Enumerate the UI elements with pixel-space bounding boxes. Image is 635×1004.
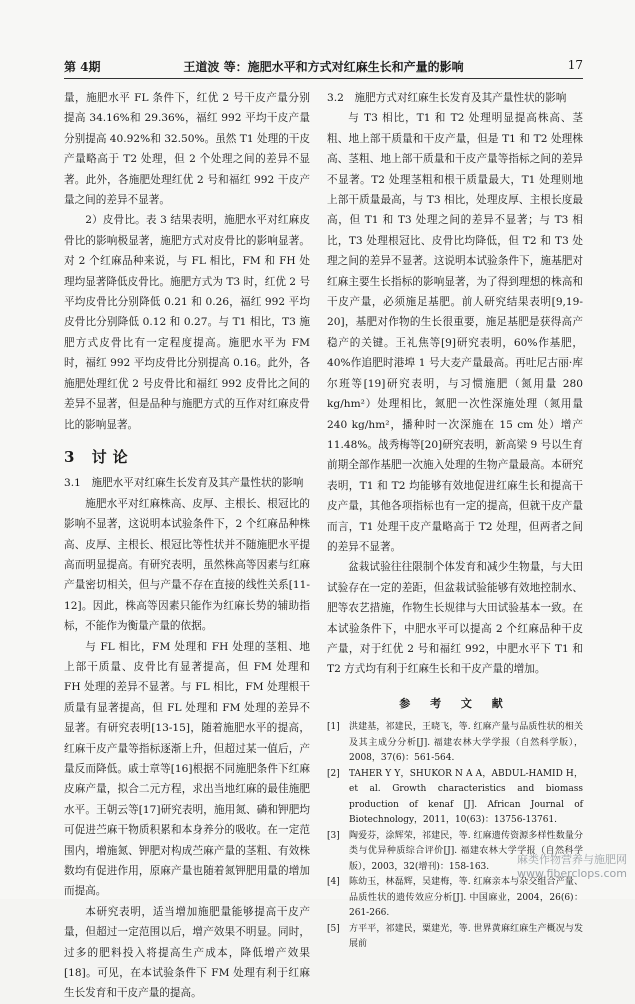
reference-number: [5]: [327, 923, 340, 934]
reference-item: [327, 720, 583, 767]
reference-text: 陶爱芬，涂辉荣，祁建民，等. 红麻遗传资源多样性数量分类与优异种质综合评价[J]. 福建农林大学学报（自然科学版），2003，32(增刊)：158-163.: [349, 830, 583, 872]
reference-text: 方平平，祁建民，粟建光，等. 世界黄麻红麻生产概况与发展前: [349, 923, 583, 950]
reference-list: [327, 720, 583, 953]
reference-item: [327, 767, 583, 829]
running-title: 王道波 等：施肥水平和方式对红麻生长和产量的影响: [183, 60, 464, 74]
paragraph: 与 FL 相比，FM 处理和 FH 处理的茎粗、地上部干质量、皮骨比有显著提高，但 FM 处理和 FH 处理的差异不显著。与 FL 相比，FM 处理根干质量有显著提高，但 FL 处理和 FM 处理的差异不显著。有研究表明[13-15]，随着施肥水平的提高，红麻干皮产量等指标逐渐上升，但超过某一值后，产量反而降低。戚士章等[16]根据不同施肥条件下红麻皮麻产量，拟合二元方程，求出当地红麻的最佳施肥水平。王朝云等[17]研究表明，施用氮、磷和钾肥均可促进苎麻干物质积累和本身养分的吸收。在一定范围内，增施氮、钾肥对构成苎麻产量的茎粗、有效株数均有促进作用，原麻产量也随着氮钾肥用量的增加而提高。: [64, 640, 310, 898]
page-number: 17: [567, 58, 583, 72]
subsection-heading: 3.1 施肥水平对红麻生长发育及其产量性状的影响: [64, 477, 304, 490]
section-heading: 3 讨论: [64, 447, 134, 466]
paragraph: 施肥水平对红麻株高、皮厚、主根长、根冠比的影响不显著，这说明本试验条件下，2 个红麻品种株高、皮厚、主根长、根冠比等性状并不随施肥水平提高而明显提高。有研究表明，虽然株高等因素与红麻产量密切相关，但与产量不存在直接的线性关系[11-12]。因此，株高等因素只能作为红麻长势的辅助指标，不能作为衡量产量的依据。: [64, 497, 310, 633]
reference-item: [327, 875, 583, 922]
running-header: [64, 56, 583, 79]
reference-text: TAHER Y Y，SHUKOR N A A，ABDUL-HAMID H，et al. Growth characteristics and biomass production of kenaf [J]. African Journal of Biotechnology，2011，10(63)：13756-13761.: [349, 768, 583, 826]
reference-number: [1]: [327, 722, 340, 733]
watermark-line: www.fiberclops.com: [517, 867, 627, 880]
references-heading: 参 考 文 献: [399, 696, 511, 710]
paragraph: 本研究表明，适当增加施肥量能够提高干皮产量，但超过一定范围以后，增产效果不明显。同时，过多的肥料投入将提高生产成本，降低增产效果[18]。可见，在本试验条件下 FM 处理有利于红麻生长发育和干皮产量的提高。: [64, 905, 310, 1000]
reference-item: [327, 922, 583, 953]
subsection-heading: 3.2 施肥方式对红麻生长发育及其产量性状的影响: [327, 92, 567, 104]
reference-number: [2]: [327, 768, 340, 779]
reference-number: [3]: [327, 830, 340, 841]
watermark: [517, 853, 627, 881]
reference-text: 陈幼玉，林磊辉，吴建梅，等. 红麻亲本与杂交组合产量、品质性状的遗传效应分析[J]. 中国麻业，2004，26(6)：261-266.: [349, 877, 583, 919]
right-column: [327, 88, 583, 953]
paragraph: 与 T3 相比，T1 和 T2 处理明显提高株高、茎粗、地上部干质量和干皮产量，但是 T1 和 T2 处理株高、茎粗、地上部干质量和干皮产量等指标之间的差异不显著。T2 处理茎粗和根干质量最大，T1 处理则地上部干质量最高，与 T3 相比，处理皮厚、主根长度最高，但 T1 和 T3 处理之间的差异不显著；与 T3 相比，T3 处理根冠比、皮骨比均降低，但 T2 和 T3 处理之间的差异不显著。这说明本试验条件下，施基肥对红麻主要生长指标的影响显著，为了得到理想的株高和干皮产量，必须施足基肥。前人研究结果表明[9,19-20]，基肥对作物的生长很重要，施足基肥是获得高产稳产的关键。王礼焦等[9]研究表明，60%作基肥，40%作追肥时港埠 1 号大麦产量最高。再吐尼古丽·库尔班等[19]研究表明，与习惯施肥（氮用量 280 kg/hm²）处理相比，氮肥一次性深施处理（氮用量 240 kg/hm²，播种时一次深施在 15 cm 处）增产 11.48%。战秀梅等[20]研究表明，新高梁 9 号以生育前期全部作基肥一次施入处理的生物产量最高。本研究表明，T1 和 T2 均能够有效地促进红麻生长和提高干皮产量，其他各项指标也有一定的提高，但就干皮产量而言，T1 处理干皮产量略高于 T2 处理，但两者之间的差异不显著。: [327, 112, 583, 553]
reference-text: 洪建基，祁建民，王晓飞，等. 红麻产量与品质性状的相关及其主成分分析[J]. 福建农林大学学报（自然科学版），2008，37(6)：561-564.: [349, 722, 583, 764]
paragraph: 2）皮骨比。表 3 结果表明，施肥水平对红麻皮骨比的影响极显著，施肥方式对皮骨比的影响显著。对 2 个红麻品种来说，与 FL 相比，FM 和 FH 处理均显著降低皮骨比。施肥方式为 T3 时，红优 2 号平均皮骨比分别降低 0.21 和 0.26，福红 992 平均皮骨比分别降低 0.12 和 0.27。与 T1 相比，T3 施肥方式皮骨比有一定程度提高。施肥水平为 FM 时，福红 992 平均皮骨比分别提高 0.16。此外，各施肥处理红优 2 号皮骨比和福红 992 皮骨比之间的差异不显著，但是品种与施肥方式的互作对红麻皮骨比的影响显著。: [64, 214, 310, 431]
watermark-line: 麻类作物营养与施肥网: [517, 853, 627, 866]
reference-number: [4]: [327, 877, 340, 888]
paragraph: 量，施肥水平 FL 条件下，红优 2 号干皮产量分别提高 34.16%和 29.36%，福红 992 平均干皮产量分别提高 40.92%和 32.50%。虽然 T1 处理的干皮产量略高于 T2 处理，但 2 个处理之间的差异不显著。此外，各施肥处理红优 2 号和福红 992 干皮产量之间的差异不显著。: [64, 92, 310, 207]
paragraph: 盆栽试验往往限制个体发育和减少生物量，与大田试验存在一定的差距，但盆栽试验能够有效地控制水、肥等农艺措施，作物生长规律与大田试验基本一致。在本试验条件下，中肥水平可以提高 2 个红麻品种干皮产量，对于红优 2 号和福红 992，中肥水平下 T1 和 T2 方式均有利于红麻生长和干皮产量的增加。: [327, 561, 583, 676]
left-column: [64, 88, 310, 1004]
issue-label: 第 4期: [64, 60, 101, 74]
